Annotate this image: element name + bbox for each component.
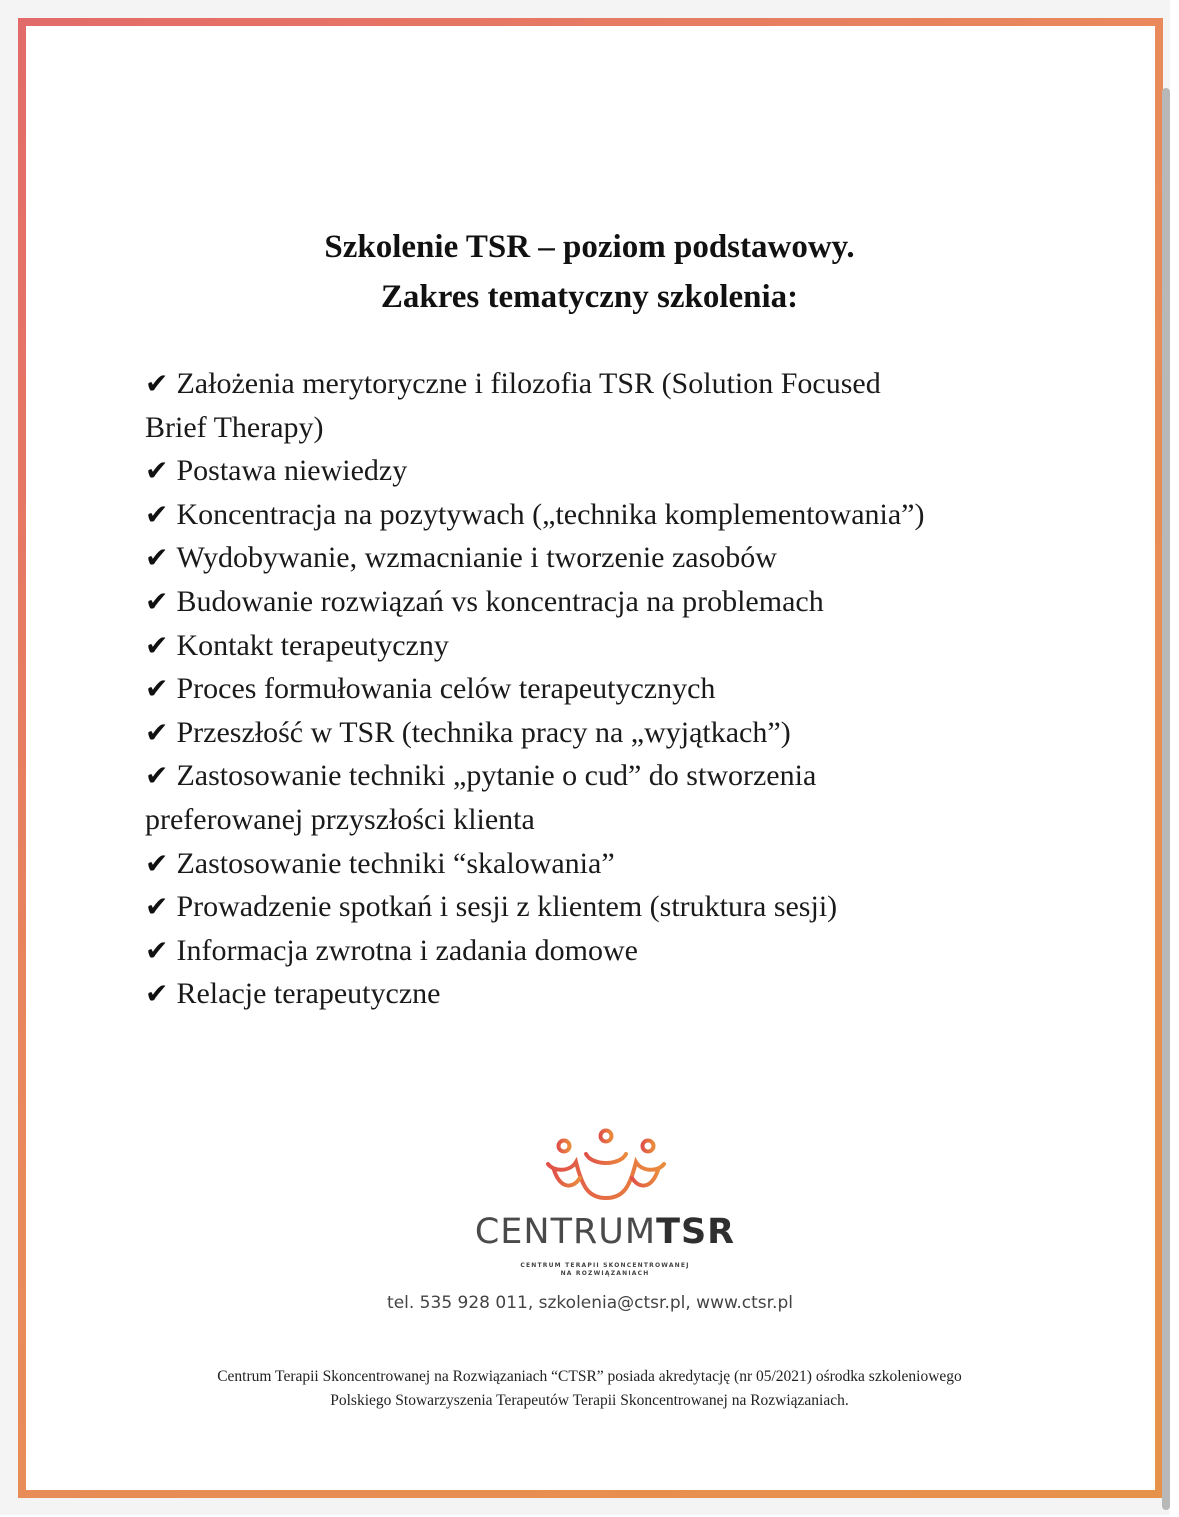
list-item — [145, 580, 1075, 624]
topic-text: Wydobywanie, wzmacnianie i tworzenie zasobów — [176, 541, 777, 575]
brand-tagline-line1: CENTRUM TERAPII SKONCENTROWANEJ — [520, 1262, 690, 1269]
check-icon: ✔ — [145, 890, 169, 924]
list-item-continuation — [145, 798, 1075, 842]
document-subtitle: Zakres tematyczny szkolenia: — [380, 279, 799, 315]
footer-line-1: Centrum Terapii Skoncentrowanej na Rozwiązaniach “CTSR” posiada akredytację (nr 05/2021) ośrodka szkoleniowego — [217, 1368, 962, 1385]
list-item — [145, 667, 1075, 711]
check-icon: ✔ — [145, 759, 169, 793]
list-item — [145, 711, 1075, 755]
check-icon: ✔ — [145, 497, 169, 531]
list-item — [145, 536, 1075, 580]
topic-text: preferowanej przyszłości klienta — [145, 802, 535, 836]
topic-text: Zastosowanie techniki “skalowania” — [176, 846, 615, 880]
check-icon: ✔ — [145, 846, 169, 880]
list-item-continuation — [145, 406, 1075, 450]
check-icon: ✔ — [145, 584, 169, 618]
topic-text: Koncentracja na pozytywach („technika komplementowania”) — [176, 497, 925, 531]
topic-text: Kontakt terapeutyczny — [176, 628, 449, 662]
list-item — [145, 885, 1075, 929]
list-item — [145, 624, 1075, 668]
topic-text: Zastosowanie techniki „pytanie o cud” do stworzenia — [176, 759, 817, 793]
check-icon: ✔ — [145, 672, 169, 706]
topics-list — [145, 362, 1075, 1016]
topic-text: Proces formułowania celów terapeutycznych — [176, 672, 716, 706]
topic-text: Założenia merytoryczne i filozofia TSR (Solution Focused — [176, 367, 881, 400]
topic-text: Przeszłość w TSR (technika pracy na „wyjątkach”) — [176, 715, 791, 749]
accreditation-footer — [0, 1365, 1179, 1413]
check-icon: ✔ — [145, 715, 169, 749]
document-title: Szkolenie TSR – poziom podstawowy. — [324, 229, 855, 265]
check-icon: ✔ — [145, 454, 169, 488]
contact-info: tel. 535 928 011, szkolenia@ctsr.pl, www.ctsr.pl — [387, 1293, 793, 1313]
list-item — [145, 929, 1075, 973]
three-people-icon — [540, 1126, 672, 1206]
list-item — [145, 362, 1075, 406]
list-item — [145, 449, 1075, 493]
topic-text: Informacja zwrotna i zadania domowe — [176, 933, 638, 967]
check-icon: ✔ — [145, 628, 169, 662]
topic-text: Budowanie rozwiązań vs koncentracja na problemach — [176, 584, 824, 618]
brand-name-bold: TSR — [656, 1212, 736, 1252]
brand-wordmark — [0, 1212, 1179, 1252]
list-item — [145, 493, 1075, 537]
list-item — [145, 754, 1075, 798]
check-icon: ✔ — [145, 367, 169, 400]
topic-text: Relacje terapeutyczne — [176, 977, 441, 1011]
check-icon: ✔ — [145, 977, 169, 1011]
brand-tagline-line2: NA ROZWIĄZANIACH — [560, 1270, 650, 1277]
topic-text: Brief Therapy) — [145, 410, 324, 444]
check-icon: ✔ — [145, 933, 169, 967]
brand-name-light: CENTRUM — [474, 1212, 657, 1252]
topic-text: Prowadzenie spotkań i sesji z klientem (struktura sesji) — [176, 890, 838, 924]
footer-line-2: Polskiego Stowarzyszenia Terapeutów Terapii Skoncentrowanej na Rozwiązaniach. — [330, 1392, 849, 1409]
brand-tagline — [0, 1262, 1179, 1278]
list-item — [145, 972, 1075, 1016]
title-block — [0, 222, 1179, 322]
check-icon: ✔ — [145, 541, 169, 575]
list-item — [145, 842, 1075, 886]
topic-text: Postawa niewiedzy — [176, 454, 408, 488]
